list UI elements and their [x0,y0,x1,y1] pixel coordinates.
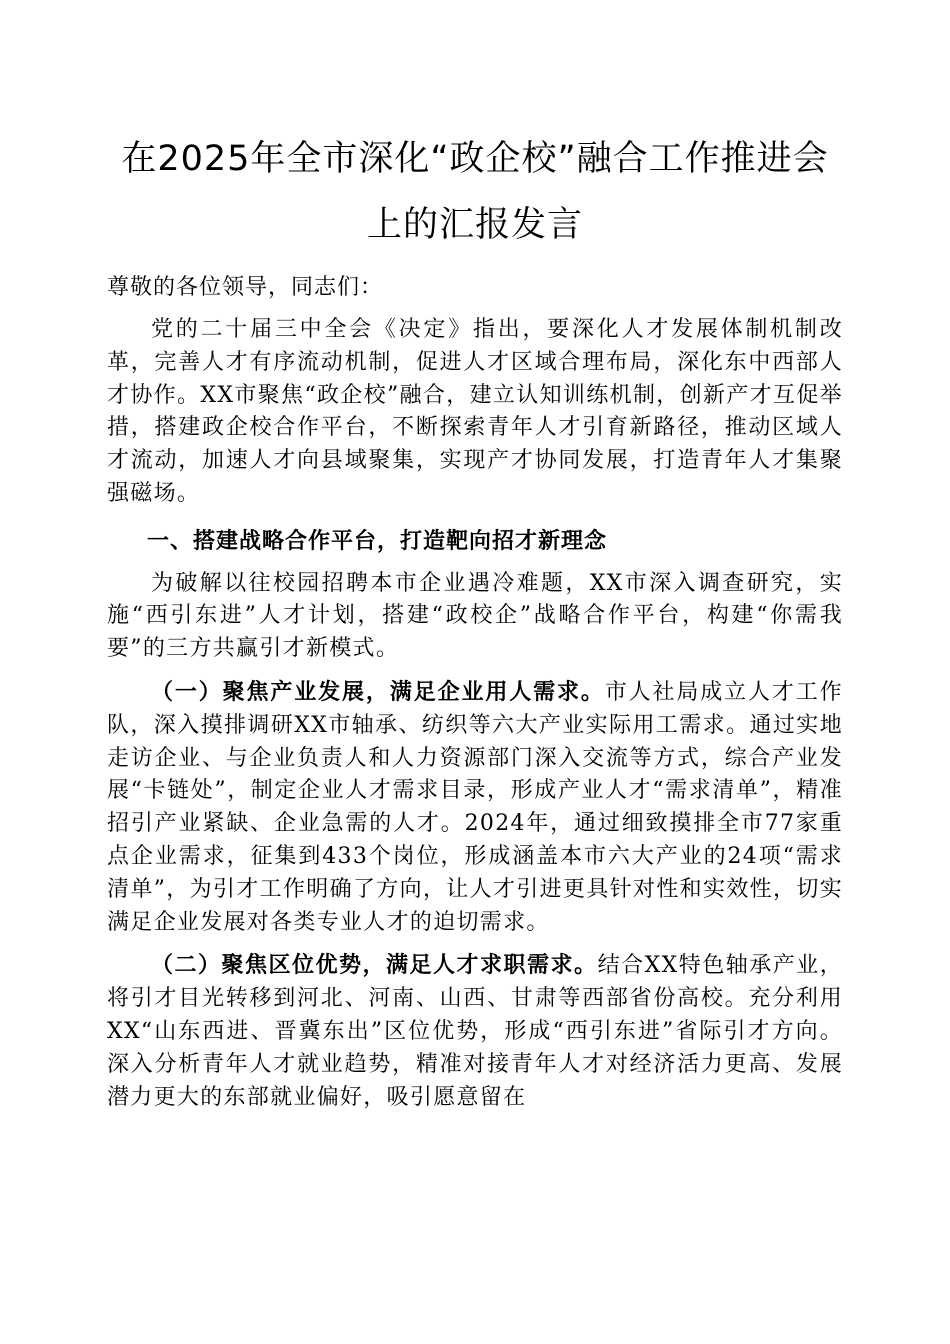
section-1-intro-paragraph: 为破解以往校园招聘本市企业遇冷难题，XX市深入调查研究，实施“西引东进”人才计划，搭建“政校企”战略合作平台，构建“你需我要”的三方共赢引才新模式。 [107,570,843,662]
item-1-body: 市人社局成立人才工作队，深入摸排调研XX市轴承、纺织等六大产业实际用工需求。通过实地走访企业、与企业负责人和人力资源部门深入交流等方式，综合产业发展“卡链处”，制定企业人才需求目录，形成产业人才“需求清单”，精准招引产业紧缺、企业急需的人才。2024年，通过细致摸排全市77家重点企业需求，征集到433个岗位，形成涵盖本市六大产业的24项“需求清单”，为引才工作明确了方向，让人才引进更具针对性和实效性，切实满足企业发展对各类专业人才的迫切需求。 [107,679,843,935]
item-2-lead: （二）聚焦区位优势，满足人才求职需求。 [151,952,598,979]
section-1-heading: 一、搭建战略合作平台，打造靶向招才新理念 [147,527,608,554]
document-title [107,126,843,258]
item-1-paragraph [107,676,843,939]
title-line-2: 上的汇报发言 [366,205,583,245]
salutation: 尊敬的各位领导，同志们： [107,275,384,300]
title-line-1: 在2025年全市深化“政企校”融合工作推进会 [121,139,829,179]
item-1-lead: （一）聚焦产业发展，满足企业用人需求。 [151,678,605,705]
item-2-paragraph [107,949,843,1114]
intro-paragraph: 党的二十届三中全会《决定》指出，要深化人才发展体制机制改革，完善人才有序流动机制，促进人才区域合理布局，深化东中西部人才协作。XX市聚焦“政企校”融合，建立认知训练机制，创新产才互促举措，搭建政企校合作平台，不断探索青年人才引育新路径，推动区域人才流动，加速人才向县域聚集，实现产才协同发展，打造青年人才集聚强磁场。 [107,317,843,506]
item-2-body: 结合XX特色轴承产业，将引才目光转移到河北、河南、山西、甘肃等西部省份高校。充分利用XX“山东西进、晋冀东出”区位优势，形成“西引东进”省际引才方向。深入分析青年人才就业趋势，精准对接青年人才对经济活力更高、发展潜力更大的东部就业偏好，吸引愿意留在 [107,953,844,1110]
